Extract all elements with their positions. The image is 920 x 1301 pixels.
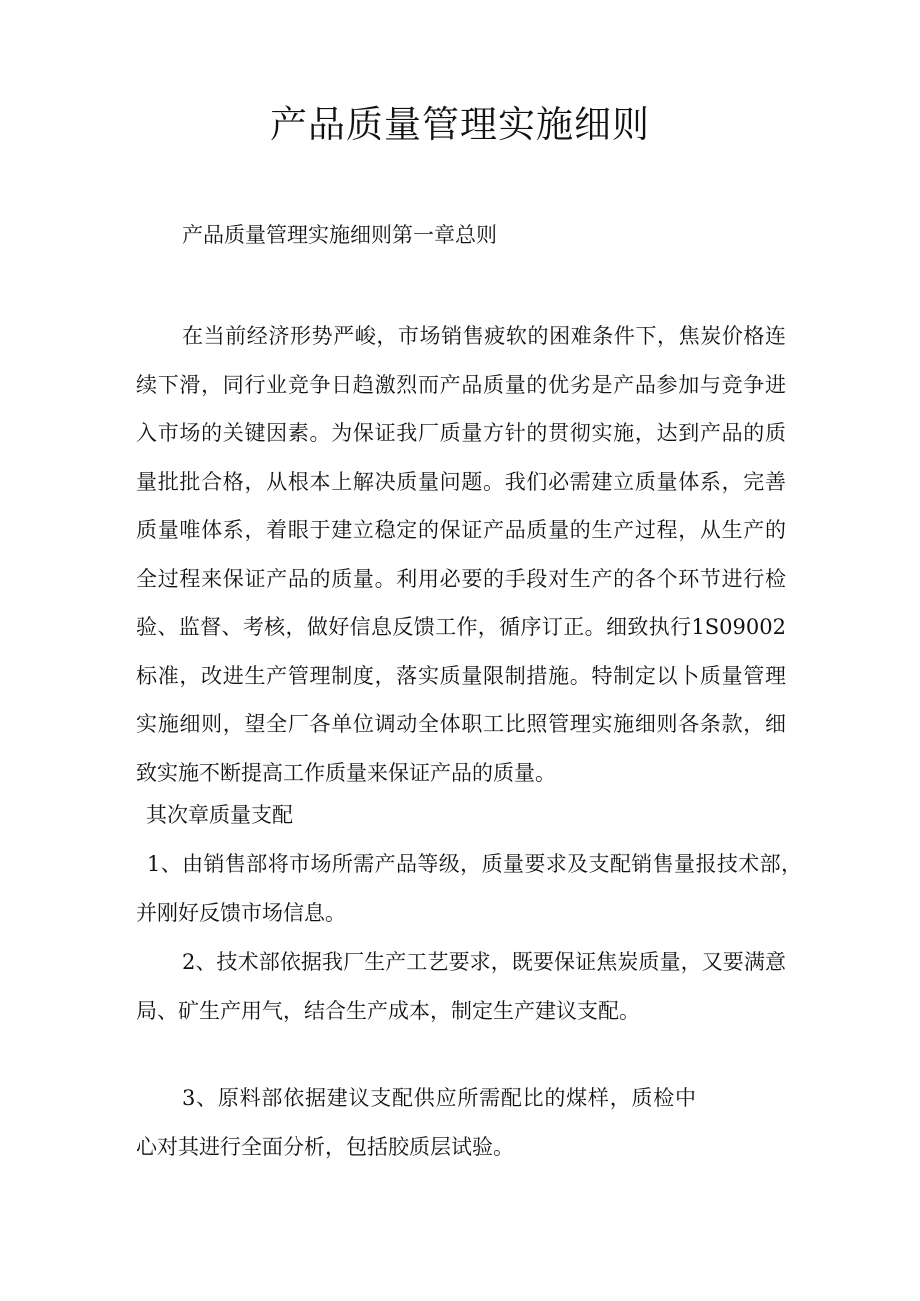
list-item-3: 3、原料部依据建议支配供应所需配比的煤样，质检中心对其进行全面分析，包括胶质层试验。 bbox=[136, 1086, 696, 1159]
intro-paragraph: 在当前经济形势严峻，市场销售疲软的困难条件下，焦炭价格连续下滑，同行业竞争日趋激烈而产品质量的优劣是产品参加与竞争进入市场的关键因素。为保证我厂质量方针的贯彻实施，达到产品的质量批批合格，从根本上解决质量问题。我们必需建立质量体系，完善质量唯体系，着眼于建立稳定的保证产品质量的生产过程，从生产的全过程来保证产品的质量。利用必要的手段对生产的各个环节进行检验、监督、考核，做好信息反馈工作，循序订正。细致执行1S09002标准，改进生产管理制度，落实质量限制措施。特制定以卜质量管理实施细则，望全厂各单位调动全体职工比照管理实施细则各条款，细致实施不断提高工作质量来保证产品的质量。 bbox=[136, 324, 786, 785]
chapter1-heading: 产品质量管理实施细则第一章总则 bbox=[182, 223, 497, 247]
list-item-2: 2、技术部依据我厂生产工艺要求，既要保证焦炭质量，又要满意局、矿生产用气，结合生产成本，制定生产建议支配。 bbox=[136, 950, 786, 1023]
list-item-1: 1、由销售部将市场所需产品等级，质量要求及支配销售量报技术部，并刚好反馈市场信息。 bbox=[136, 852, 802, 925]
document-title: 产品质量管理实施细则 bbox=[270, 103, 650, 146]
chapter2-heading: 其次章质量支配 bbox=[146, 803, 293, 827]
